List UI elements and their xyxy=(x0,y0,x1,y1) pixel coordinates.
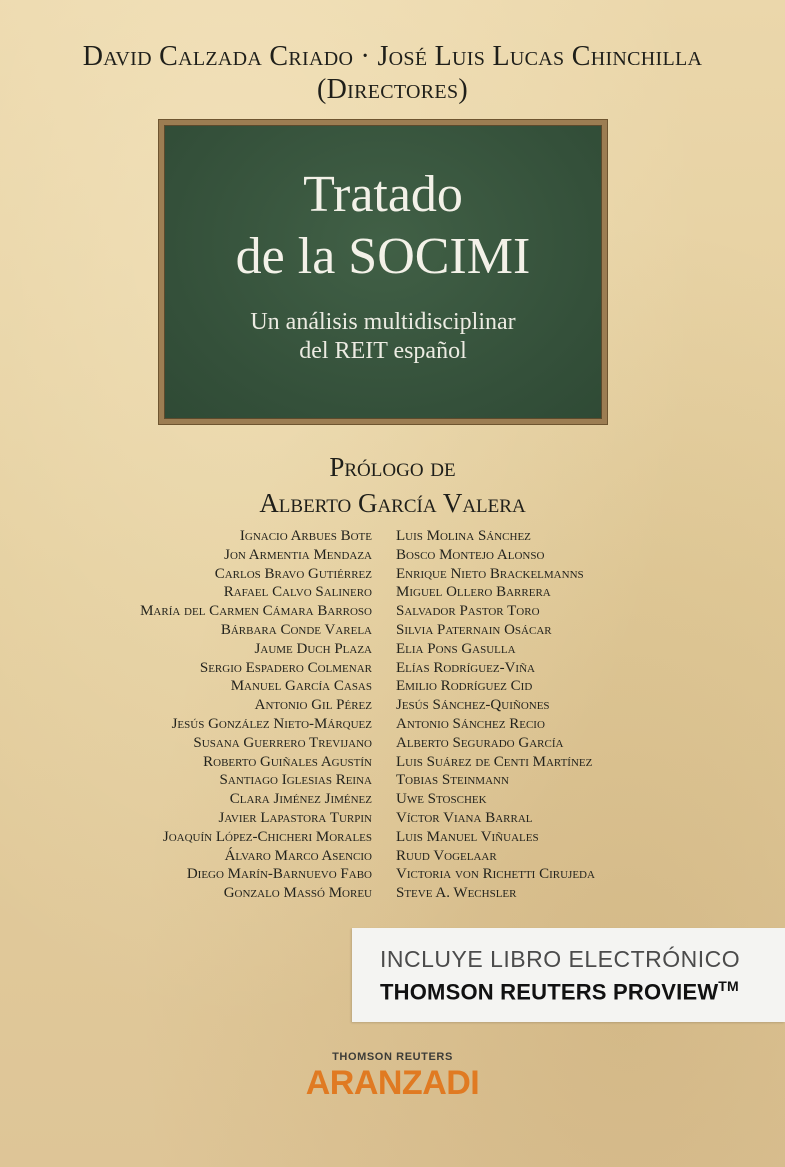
contributor-name: Emilio Rodríguez Cid xyxy=(396,678,533,695)
contributor-name: Javier Lapastora Turpin xyxy=(218,809,372,826)
contributor-name: Miguel Ollero Barrera xyxy=(396,584,551,601)
contributor-name: Antonio Sánchez Recio xyxy=(396,715,545,732)
ebook-line2 xyxy=(380,972,785,1006)
ebook-line1: INCLUYE LIBRO ELECTRÓNICO xyxy=(380,946,741,972)
book-subtitle-line1: Un análisis multidisciplinar xyxy=(250,309,516,335)
title-frame xyxy=(158,119,608,425)
contributor-name: Enrique Nieto Brackelmanns xyxy=(396,565,584,582)
contributor-name: Rafael Calvo Salinero xyxy=(223,584,372,601)
directors-role: (Directores) xyxy=(316,74,468,105)
contributor-name: Roberto Guiñales Agustín xyxy=(203,753,372,770)
contributor-name: Sergio Espadero Colmenar xyxy=(199,659,372,676)
contributor-name: Luis Manuel Viñuales xyxy=(396,828,539,845)
contributor-name: Diego Marín-Barnuevo Fabo xyxy=(186,866,372,883)
contributor-name: Jesús González Nieto-Márquez xyxy=(171,715,372,732)
contributor-name: Elia Pons Gasulla xyxy=(396,640,516,657)
contributors-right-column xyxy=(396,527,726,903)
ebook-trademark: TM xyxy=(718,978,739,994)
contributor-name: Joaquín López-Chicheri Morales xyxy=(162,828,372,845)
contributor-name: Elías Rodríguez-Viña xyxy=(396,659,535,676)
prologue-label: Prólogo de xyxy=(329,452,456,482)
contributor-name: Ignacio Arbues Bote xyxy=(239,528,372,544)
book-title xyxy=(165,126,601,288)
contributor-name: Bárbara Conde Varela xyxy=(220,621,372,638)
contributor-name: Salvador Pastor Toro xyxy=(396,603,540,620)
title-box xyxy=(164,125,602,419)
book-title-line1: Tratado xyxy=(303,166,463,223)
contributor-name: Jesús Sánchez-Quiñones xyxy=(396,697,550,714)
contributors-left-column xyxy=(60,527,372,903)
contributor-name: Clara Jiménez Jiménez xyxy=(229,791,372,808)
contributor-name: Victoria von Richetti Cirujeda xyxy=(396,866,595,883)
contributor-name: Santiago Iglesias Reina xyxy=(219,772,372,789)
ebook-proview: THOMSON REUTERS PROVIEW xyxy=(380,979,719,1005)
contributor-name: Víctor Viana Barral xyxy=(396,809,533,826)
contributor-name: Manuel García Casas xyxy=(230,678,372,695)
contributor-name: Jon Armentia Mendaza xyxy=(224,546,372,563)
ebook-banner xyxy=(352,928,785,1022)
contributor-name: Susana Guerrero Trevijano xyxy=(193,734,372,751)
contributor-name: Bosco Montejo Alonso xyxy=(396,546,545,563)
contributor-name: Álvaro Marco Asencio xyxy=(224,847,372,864)
contributor-name: María del Carmen Cámara Barroso xyxy=(140,603,372,620)
directors-names: David Calzada Criado · José Luis Lucas Chinchilla xyxy=(82,41,703,72)
contributor-name: Jaume Duch Plaza xyxy=(254,640,372,657)
contributor-name: Gonzalo Massó Moreu xyxy=(223,885,372,902)
contributor-name: Uwe Stoschek xyxy=(396,791,487,808)
book-title-line2: de la SOCIMI xyxy=(235,228,531,285)
prologue-author: Alberto García Valera xyxy=(259,488,526,518)
contributor-name: Luis Molina Sánchez xyxy=(396,528,531,544)
contributor-name: Silvia Paternain Osácar xyxy=(396,621,552,638)
publisher-logo xyxy=(0,1050,785,1102)
contributor-name: Luis Suárez de Centi Martínez xyxy=(396,753,593,770)
contributor-name: Steve A. Wechsler xyxy=(396,885,517,902)
book-subtitle xyxy=(165,308,601,366)
contributor-name: Alberto Segurado García xyxy=(396,734,564,751)
contributor-name: Ruud Vogelaar xyxy=(396,847,497,864)
contributor-name: Tobias Steinmann xyxy=(396,772,509,789)
contributor-name: Carlos Bravo Gutiérrez xyxy=(214,565,372,582)
publisher-imprint: ARANZADI xyxy=(305,1064,480,1102)
directors-block xyxy=(0,40,785,106)
contributor-name: Antonio Gil Pérez xyxy=(254,697,372,714)
prologue-block xyxy=(0,449,785,521)
publisher-parent: THOMSON REUTERS xyxy=(332,1051,453,1063)
book-subtitle-line2: del REIT español xyxy=(299,338,467,364)
